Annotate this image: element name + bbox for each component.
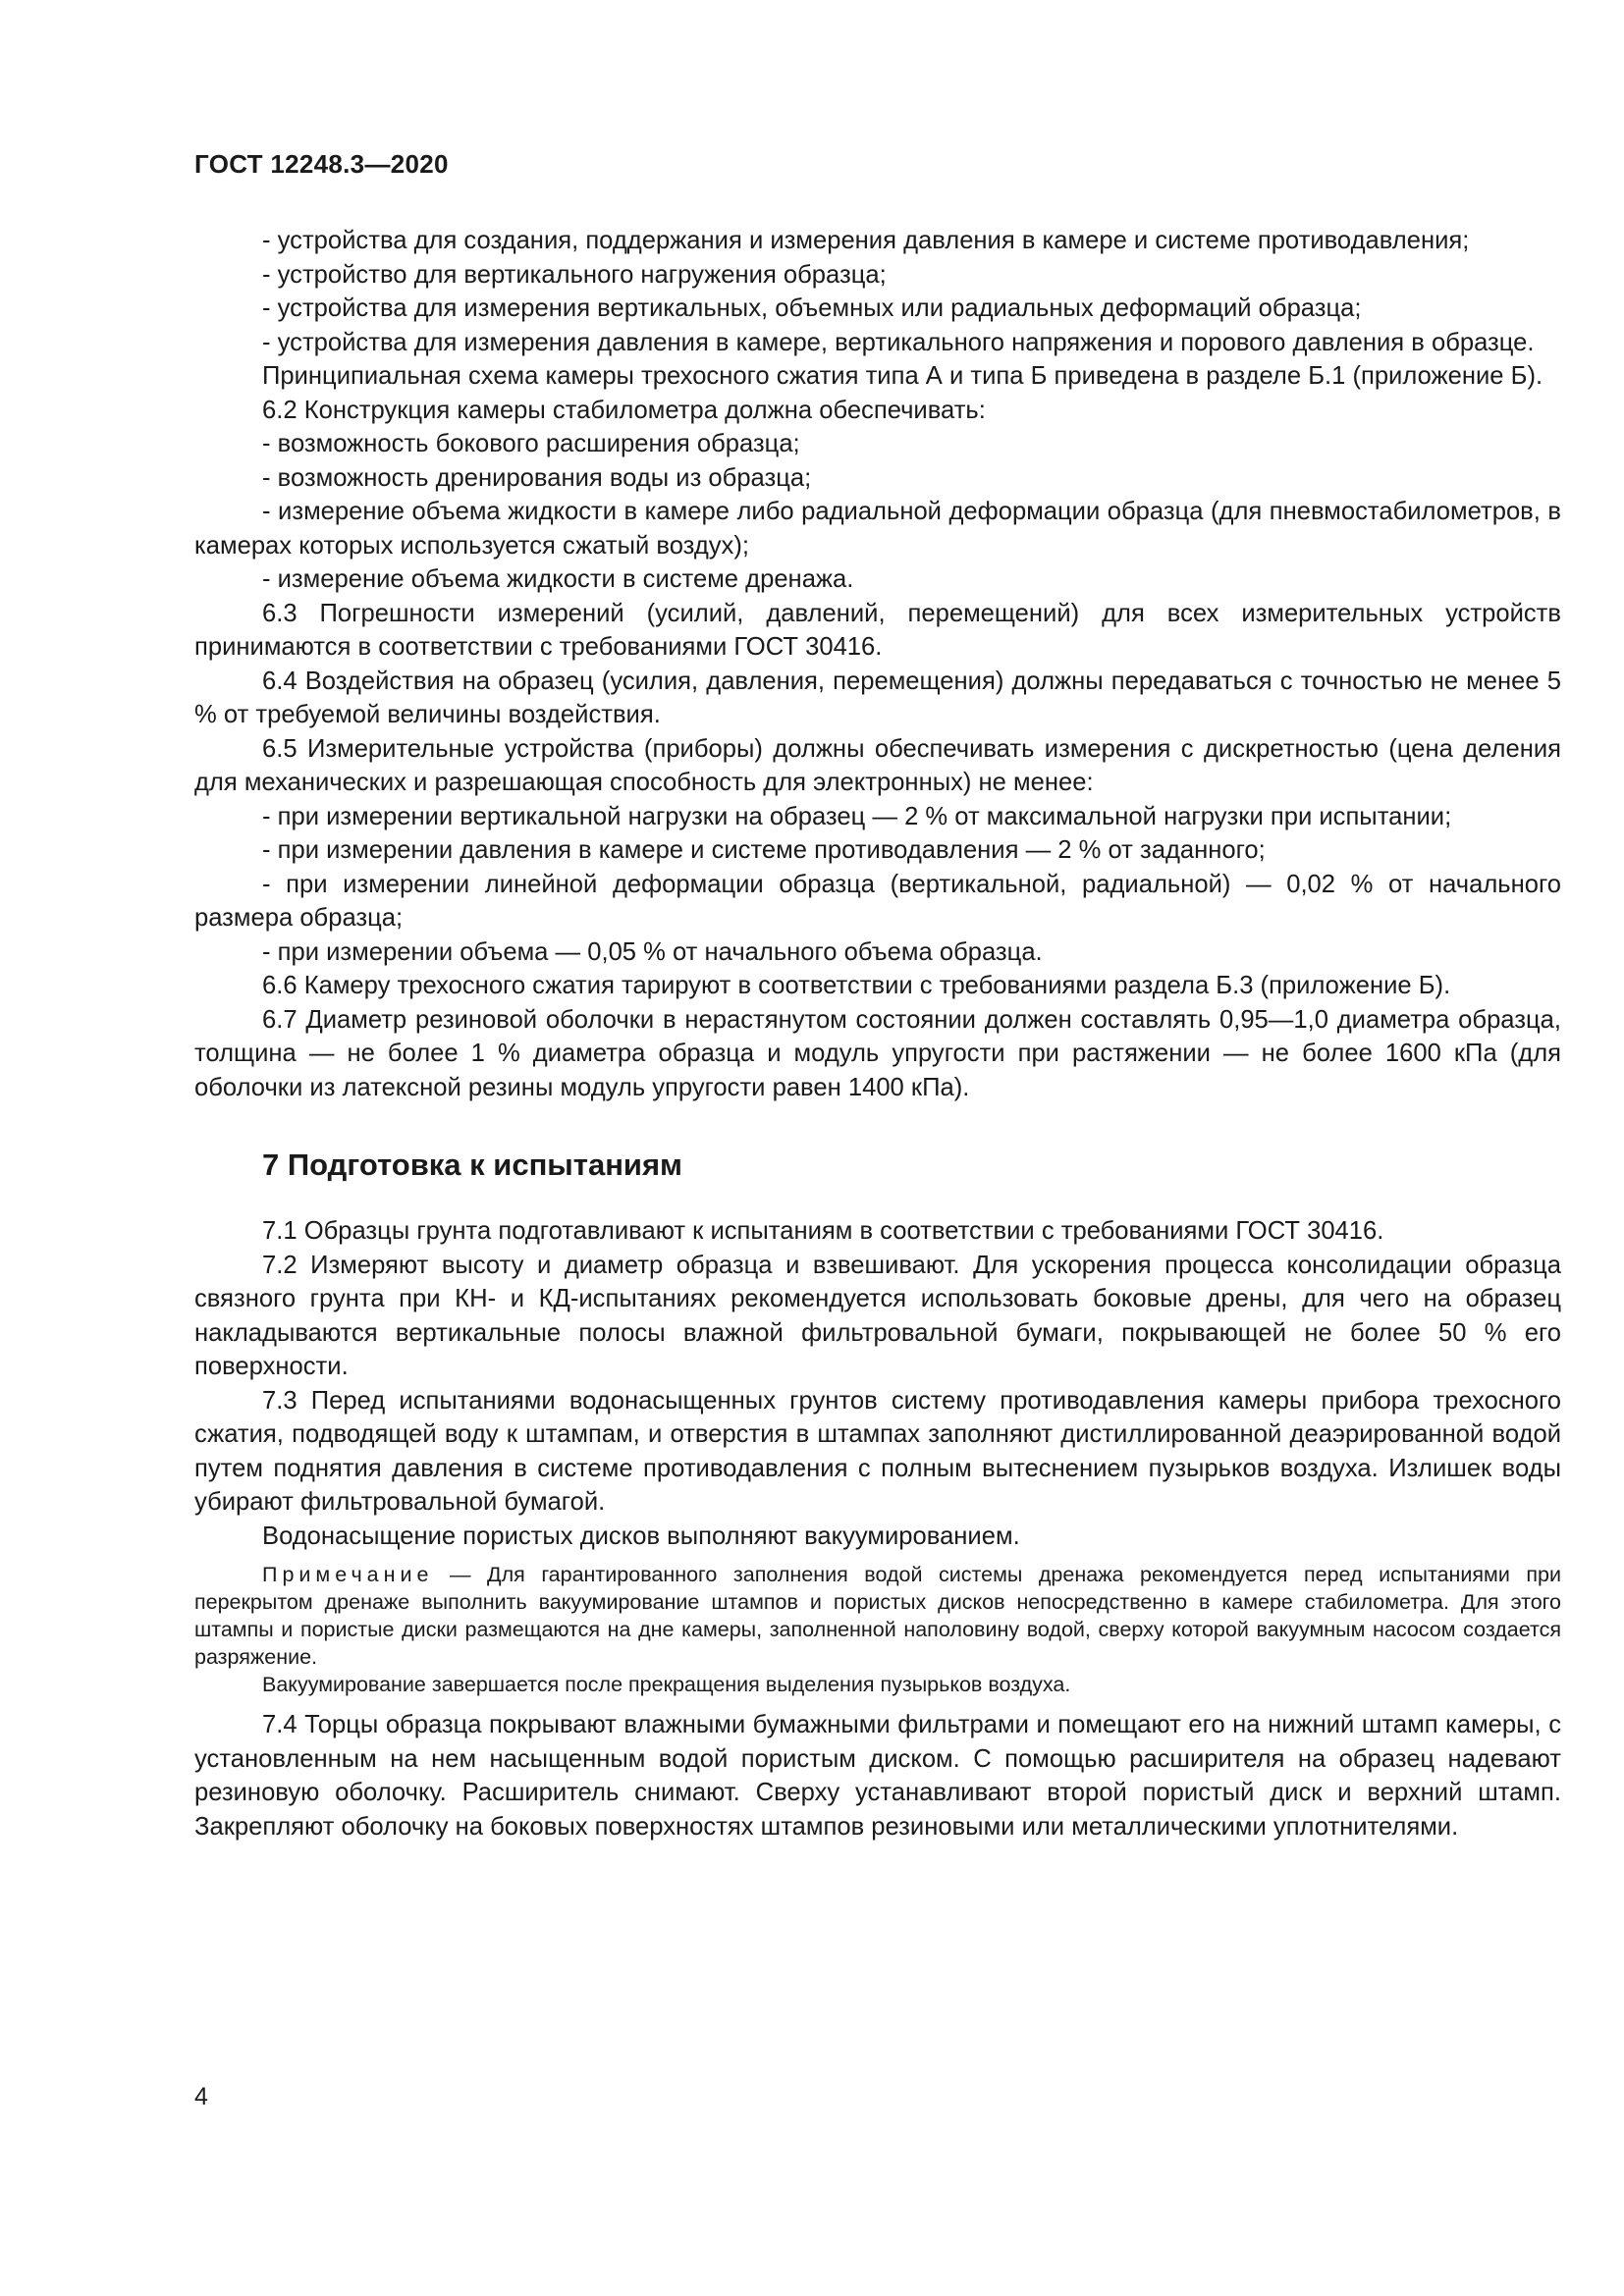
page-number: 4 bbox=[194, 2083, 208, 2110]
paragraph-7-4: 7.4 Торцы образца покрывают влажными бумажными фильтрами и помещают его на нижний штамп камеры, с установленным на нем насыщенным водой пористым диском. С помощью расширителя на образец надевают резиновую оболочку. Расширитель снимают. Сверху устанавливают второй пористый диск и верхний штамп. Закрепляют оболочку на боковых поверхностях штампов резиновыми или металлическими уплотнителями. bbox=[194, 1711, 1561, 1841]
paragraph: 6.5 Измерительные устройства (приборы) должны обеспечивать измерения с дискретностью (цена деления для механических и разрешающая способность для электронных) не менее: bbox=[194, 734, 1561, 796]
paragraph: 6.7 Диаметр резиновой оболочки в нерастянутом состоянии должен составлять 0,95—1,0 диаметра образца, толщина — не более 1 % диаметра образца и модуль упругости при растяжении — не более 1600 кПа (для оболочки из латексной резины модуль упругости равен 1400 кПа). bbox=[194, 1005, 1561, 1101]
paragraph: Принципиальная схема камеры трехосного сжатия типа А и типа Б приведена в разделе Б.1 (приложение Б). bbox=[262, 362, 1543, 390]
section-7-title: 7 Подготовка к испытаниям bbox=[262, 1148, 682, 1182]
paragraph: - при измерении вертикальной нагрузки на образец — 2 % от максимальной нагрузки при испытании; bbox=[262, 802, 1452, 830]
paragraph-7-2: 7.2 Измеряют высоту и диаметр образца и взвешивают. Для ускорения процесса консолидации образца связного грунта при КН- и КД-испытаниях рекомендуется использовать боковые дрены, для чего на образец накладываются вертикальные полосы влажной фильтровальной бумаги, покрывающей не более 50 % его поверхности. bbox=[194, 1251, 1561, 1380]
paragraph-vacuum: Водонасыщение пористых дисков выполняют вакуумированием. bbox=[262, 1522, 1020, 1550]
note-label: Примечание bbox=[262, 1563, 434, 1586]
note-block bbox=[194, 1561, 1561, 1698]
paragraph: 6.3 Погрешности измерений (усилий, давлений, перемещений) для всех измерительных устройств принимаются в соответствии с требованиями ГОСТ 30416. bbox=[194, 599, 1561, 661]
note-text: — Для гарантированного заполнения водой системы дренажа рекомендуется перед испытаниями при перекрытом дренаже выполнить вакуумирование штампов и пористых дисков непосредственно в камере стабилометра. Для этого штампы и пористые диски размещаются на дне камеры, заполненной наполовину водой, сверху которой вакуумным насосом создается разряжение. bbox=[194, 1563, 1561, 1669]
paragraph: - при измерении объема — 0,05 % от начального объема образца. bbox=[262, 937, 1043, 966]
document-body bbox=[194, 224, 1561, 1843]
paragraph: 6.4 Воздействия на образец (усилия, давления, перемещения) должны передаваться с точностью не менее 5 % от требуемой величины воздействия. bbox=[194, 667, 1561, 728]
paragraph: - возможность бокового расширения образца; bbox=[262, 430, 800, 457]
paragraph: - устройства для измерения давления в камере, вертикального напряжения и порового давления в образце. bbox=[262, 328, 1535, 356]
paragraph: - измерение объема жидкости в системе дренажа. bbox=[262, 565, 854, 593]
paragraph: - измерение объема жидкости в камере либо радиальной деформации образца (для пневмостабилометров, в камерах которых используется сжатый воздух); bbox=[194, 498, 1561, 560]
paragraph: - при измерении линейной деформации образца (вертикальной, радиальной) — 0,02 % от начального размера образца; bbox=[194, 870, 1561, 932]
paragraph: 6.2 Конструкция камеры стабилометра должна обеспечивать: bbox=[262, 396, 986, 424]
paragraph: 6.6 Камеру трехосного сжатия тарируют в соответствии с требованиями раздела Б.3 (приложение Б). bbox=[262, 972, 1451, 999]
note-paragraph bbox=[194, 1561, 1561, 1671]
paragraph: - устройство для вертикального нагружения образца; bbox=[262, 260, 887, 289]
paragraph: - при измерении давления в камере и системе противодавления — 2 % от заданного; bbox=[262, 836, 1266, 864]
paragraph: - возможность дренирования воды из образца; bbox=[262, 463, 812, 492]
paragraph-7-3: 7.3 Перед испытаниями водонасыщенных грунтов систему противодавления камеры прибора трехосного сжатия, подводящей воду к штампам, и отверстия в штампах заполняют дистиллированной деаэрированной водой путем поднятия давления в системе противодавления с полным вытеснением пузырьков воздуха. Излишек воды убирают фильтровальной бумагой. bbox=[194, 1386, 1561, 1516]
paragraph-7-1: 7.1 Образцы грунта подготавливают к испытаниям в соответствии с требованиями ГОСТ 30416. bbox=[262, 1217, 1384, 1245]
document-code-header: ГОСТ 12248.3—2020 bbox=[194, 149, 449, 179]
note-paragraph-2: Вакуумирование завершается после прекращения выделения пузырьков воздуха. bbox=[262, 1673, 1071, 1696]
paragraph: - устройства для создания, поддержания и измерения давления в камере и системе противодавления; bbox=[262, 227, 1470, 254]
paragraph: - устройства для измерения вертикальных, объемных или радиальных деформаций образца; bbox=[262, 294, 1362, 322]
